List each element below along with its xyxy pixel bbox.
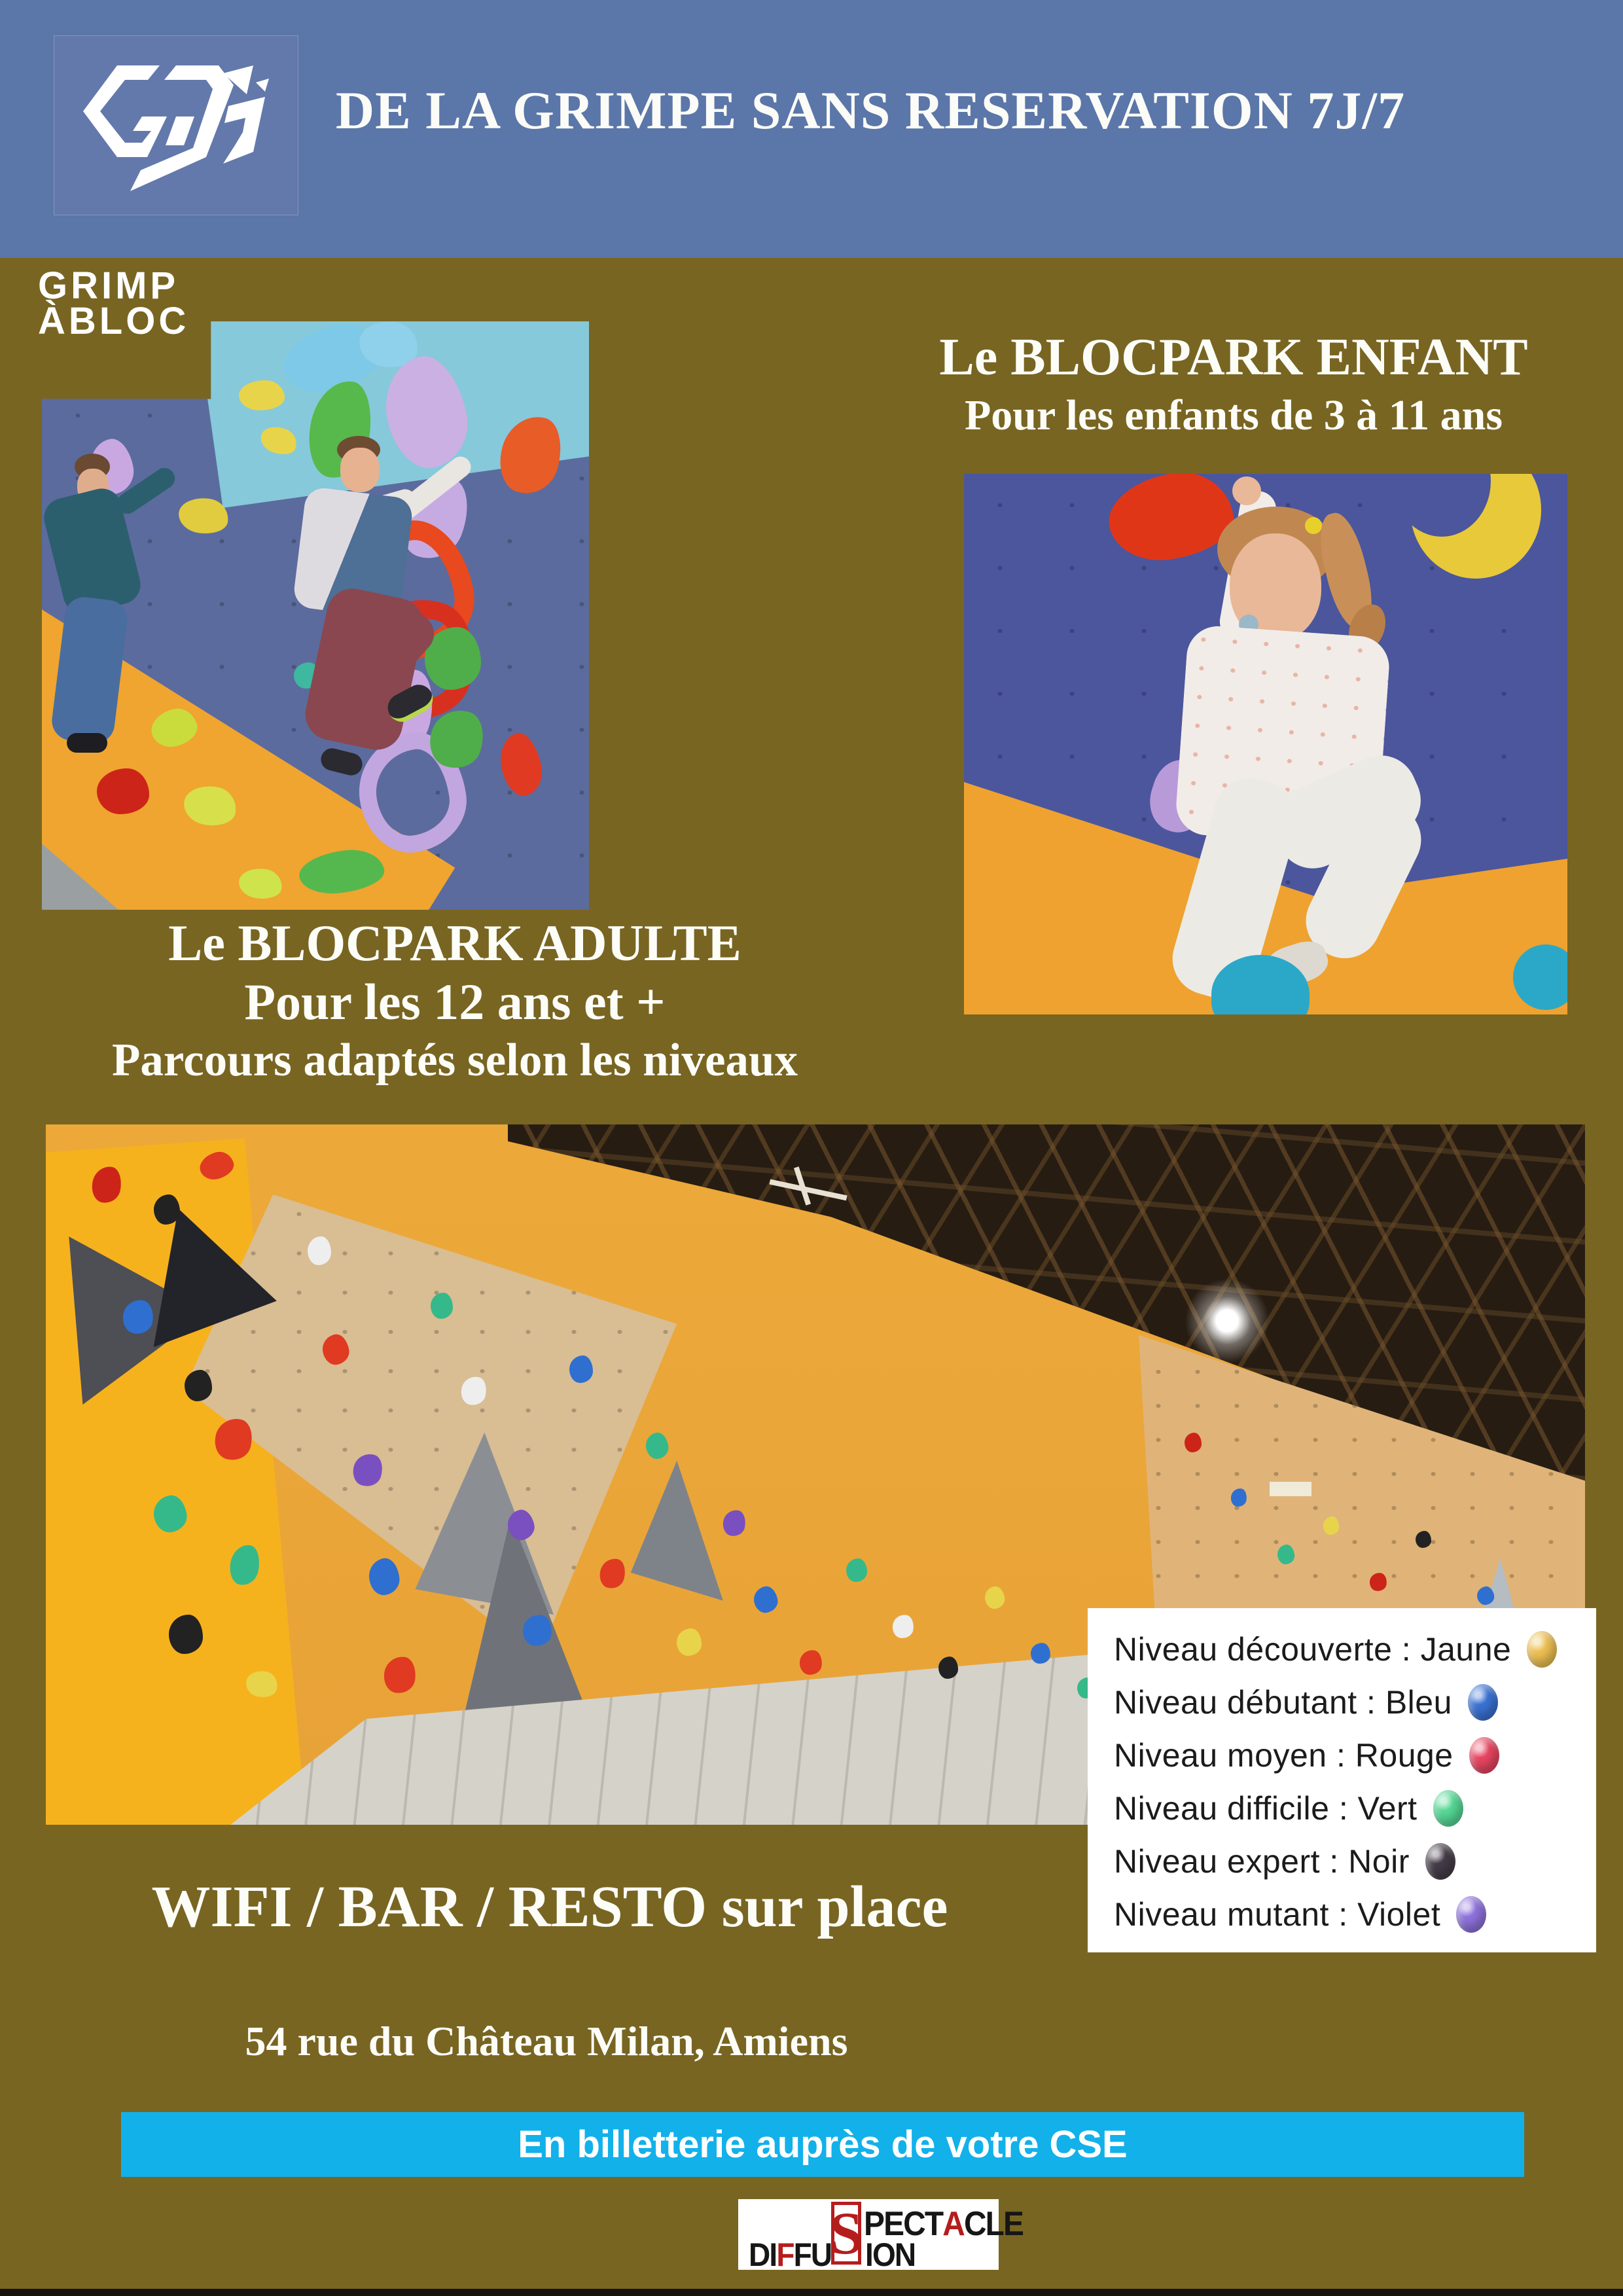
adulte-title: Le BLOCPARK ADULTE <box>168 914 741 971</box>
climbing-hold <box>120 1298 155 1336</box>
legend-row <box>1114 1729 1596 1782</box>
climbing-hold <box>1230 1488 1248 1508</box>
legend-label: Niveau expert : Noir <box>1114 1842 1410 1880</box>
logo-a-red: A <box>942 2205 964 2243</box>
logo-ion: ION <box>865 2236 916 2273</box>
climbing-hold <box>522 1613 554 1647</box>
logo-pect: PECT <box>864 2205 943 2243</box>
climbing-hold <box>211 1415 257 1465</box>
climbing-hold <box>799 1649 824 1676</box>
legend-row <box>1114 1623 1596 1676</box>
legend-label: Niveau moyen : Rouge <box>1114 1736 1454 1774</box>
legend-row <box>1114 1888 1596 1941</box>
cse-banner <box>121 2112 1524 2177</box>
climbing-hold <box>185 1370 212 1401</box>
climbing-hold <box>197 1148 237 1183</box>
climbing-hold <box>492 409 569 500</box>
legend-label: Niveau découverte : Jaune <box>1114 1630 1512 1668</box>
adulte-subtitle2: Parcours adaptés selon les niveaux <box>112 1035 798 1086</box>
brand-line1: GRIMP <box>38 264 179 307</box>
climbing-hold <box>367 1557 401 1597</box>
logo-word-diffu <box>749 2236 831 2274</box>
header-title: DE LA GRIMPE SANS RESERVATION 7J/7 <box>335 81 1406 140</box>
levels-legend <box>1088 1608 1596 1952</box>
logo-f-red: F <box>776 2236 794 2273</box>
climbing-hold <box>495 730 547 799</box>
girl-hair-tie <box>1305 517 1322 534</box>
logo-cle: CLE <box>963 2205 1024 2243</box>
climbing-hold <box>154 1194 180 1225</box>
climbing-hold <box>382 1655 418 1695</box>
climbing-hold <box>308 1236 331 1265</box>
climbing-hold <box>89 1164 124 1206</box>
logo-letter-s: S <box>829 2200 863 2267</box>
climbing-hold <box>505 1507 537 1542</box>
legend-label: Niveau débutant : Bleu <box>1114 1683 1452 1721</box>
gab-monogram-icon <box>78 54 274 198</box>
climbing-hold <box>645 1431 670 1460</box>
gab-logo-box <box>54 35 298 215</box>
climbing-hold <box>1323 1516 1339 1535</box>
spectacle-diffusion-logo <box>738 2199 1024 2273</box>
climbing-hold <box>177 495 231 537</box>
logo-s-box <box>831 2202 861 2265</box>
adulte-subtitle1: Pour les 12 ans et + <box>244 973 666 1030</box>
cse-banner-text: En billetterie auprès de votre CSE <box>518 2123 1128 2166</box>
enfant-section-title <box>870 327 1597 444</box>
climber-boy-center-head <box>340 448 380 492</box>
legend-label: Niveau mutant : Violet <box>1114 1895 1441 1933</box>
climbing-hold <box>1276 1544 1295 1566</box>
amenities-line: WIFI / BAR / RESTO sur place <box>151 1874 948 1939</box>
climbing-hold <box>321 1333 351 1367</box>
climbing-hold <box>597 1556 628 1591</box>
climbing-hold <box>1476 1586 1496 1606</box>
climbing-hold <box>431 1293 453 1319</box>
logo-fu: FU <box>793 2236 832 2273</box>
climbing-hold <box>677 1628 702 1656</box>
brand-wordmark <box>38 264 190 342</box>
level-dot-jaune-icon <box>1527 1631 1557 1668</box>
climbing-hold <box>239 380 285 410</box>
enfant-subtitle: Pour les enfants de 3 à 11 ans <box>964 391 1503 439</box>
climbing-hold <box>97 768 149 814</box>
climbing-hold <box>891 1613 915 1640</box>
level-dot-bleu-icon <box>1468 1684 1498 1721</box>
climbing-hold <box>1030 1642 1051 1664</box>
climbing-hold <box>1368 1571 1388 1592</box>
logo-word-ion <box>865 2236 915 2274</box>
photo-blocpark-enfant <box>964 474 1567 1014</box>
climber-boy-left-shoe <box>67 733 107 753</box>
climbing-hold <box>983 1585 1005 1610</box>
level-dot-noir-icon <box>1425 1843 1455 1880</box>
climbing-hold <box>721 1508 747 1537</box>
enfant-title: Le BLOCPARK ENFANT <box>939 329 1528 386</box>
logo-di: DI <box>749 2236 777 2273</box>
climbing-hold <box>147 705 200 751</box>
climbing-hold <box>227 1543 262 1588</box>
level-dot-rouge-icon <box>1469 1737 1499 1774</box>
bottom-edge-strip <box>0 2289 1623 2296</box>
legend-row <box>1114 1676 1596 1729</box>
level-dot-vert-icon <box>1433 1790 1463 1827</box>
climbing-hold <box>569 1355 593 1383</box>
climbing-hold <box>297 846 386 897</box>
legend-row <box>1114 1782 1596 1835</box>
climbing-hold <box>1416 1531 1431 1548</box>
adulte-section-title <box>13 914 897 1089</box>
climbing-hold <box>237 866 284 902</box>
climbing-hold <box>169 1615 203 1654</box>
brand-line2: ÀBLOC <box>38 300 190 342</box>
climbing-hold <box>938 1657 958 1679</box>
climbing-hold <box>349 1450 386 1490</box>
climbing-hold <box>459 1374 489 1408</box>
photo-blocpark-adulte <box>42 321 589 910</box>
level-dot-violet-icon <box>1456 1896 1486 1933</box>
header-band <box>0 0 1623 258</box>
address-line: 54 rue du Château Milan, Amiens <box>245 2018 848 2064</box>
climbing-hold <box>846 1558 867 1582</box>
legend-row <box>1114 1835 1596 1888</box>
climbing-hold <box>752 1585 779 1615</box>
climbing-hold <box>1185 1433 1202 1452</box>
climbing-hold <box>181 782 240 830</box>
climbing-hold <box>151 1494 188 1534</box>
climbing-hold <box>257 422 300 459</box>
climbing-hold <box>243 1668 279 1700</box>
legend-label: Niveau difficile : Vert <box>1114 1789 1418 1827</box>
